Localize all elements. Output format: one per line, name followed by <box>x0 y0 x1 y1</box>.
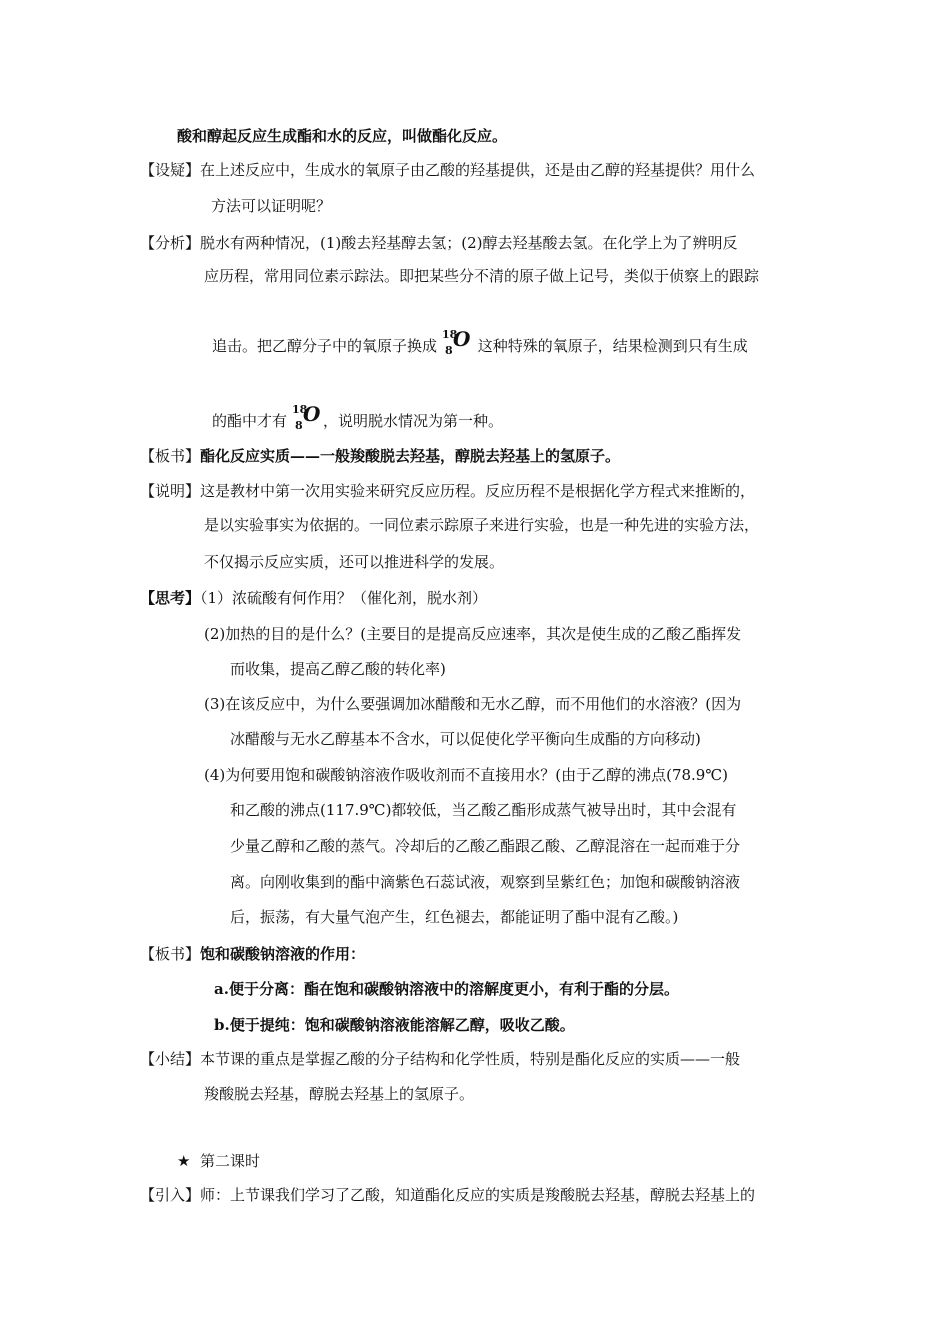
text-line: 【思考】（1）浓硫酸有何作用？（催化剂，脱水剂） <box>140 589 488 607</box>
text-line: 【设疑】在上述反应中，生成水的氧原子由乙酸的羟基提供，还是由乙醇的羟基提供？用什么 <box>140 161 756 179</box>
text-line: 【引入】师：上节课我们学习了乙酸，知道酯化反应的实质是羧酸脱去羟基，醇脱去羟基上的 <box>140 1186 756 1204</box>
text-line: b.便于提纯：饱和碳酸钠溶液能溶解乙醇，吸收乙酸。 <box>214 1016 575 1034</box>
text-line: 方法可以证明呢？ <box>211 197 332 215</box>
text-line: (4)为何要用饱和碳酸钠溶液作吸收剂而不直接用水？(由于乙醇的沸点(78.9℃) <box>204 766 728 784</box>
text-line: a.便于分离：酯在饱和碳酸钠溶液中的溶解度更小，有利于酯的分层。 <box>214 980 679 998</box>
text-line: 追击。把乙醇分子中的氧原子换成 18 8 O 这种特殊的氧原子，结果检测到只有生成 <box>212 327 748 357</box>
text-line: 的酯中才有 18 8 O ，说明脱水情况为第一种。 <box>212 402 504 432</box>
text-line: 【说明】这是教材中第一次用实验来研究反应历程。反应历程不是根据化学方程式来推断的， <box>140 482 756 500</box>
text-line: 后，振荡，有大量气泡产生，红色褪去，都能证明了酯中混有乙酸。) <box>230 908 679 926</box>
text-line: 离。向刚收集到的酯中滴紫色石蕊试液，观察到呈紫红色；加饱和碳酸钠溶液 <box>230 873 741 891</box>
text-line: 不仅揭示反应实质，还可以推进科学的发展。 <box>204 553 505 571</box>
text-line: 【小结】本节课的重点是掌握乙酸的分子结构和化学性质，特别是酯化反应的实质——一般 <box>140 1050 741 1068</box>
section-heading: ★ 第二课时 <box>177 1152 261 1170</box>
text-line: 应历程，常用同位素示踪法。即把某些分不清的原子做上记号，类似于侦察上的跟踪 <box>204 267 760 285</box>
text-line: 羧酸脱去羟基，醇脱去羟基上的氢原子。 <box>204 1085 475 1103</box>
text-line: 酸和醇起反应生成酯和水的反应，叫做酯化反应。 <box>177 127 508 145</box>
star-icon: ★ <box>177 1152 191 1170</box>
text-line: (2)加热的目的是什么？(主要目的是提高反应速率，其次是使生成的乙酸乙酯挥发 <box>204 625 742 643</box>
text-line: (3)在该反应中，为什么要强调加冰醋酸和无水乙醇，而不用他们的水溶液？(因为 <box>204 695 742 713</box>
text-line: 少量乙醇和乙酸的蒸气。冷却后的乙酸乙酯跟乙酸、乙醇混溶在一起而难于分 <box>230 837 741 855</box>
text-line: 和乙酸的沸点(117.9℃)都较低，当乙酸乙酯形成蒸气被导出时，其中会混有 <box>230 801 737 819</box>
text-line: 冰醋酸与无水乙醇基本不含水，可以促使化学平衡向生成酯的方向移动) <box>230 730 701 748</box>
isotope-o18-symbol: 18 8 O <box>292 402 321 432</box>
text-line: 【分析】脱水有两种情况，(1)酸去羟基醇去氢；(2)醇去羟基酸去氢。在化学上为了辨明反 <box>140 234 738 252</box>
text-line: 【板书】饱和碳酸钠溶液的作用： <box>140 945 366 963</box>
text-line: 而收集，提高乙醇乙酸的转化率) <box>230 660 446 678</box>
isotope-o18-symbol: 18 8 O <box>442 327 471 357</box>
text-line: 【板书】酯化反应实质——一般羧酸脱去羟基，醇脱去羟基上的氢原子。 <box>140 447 621 465</box>
text-line: 是以实验事实为依据的。一同位素示踪原子来进行实验，也是一种先进的实验方法， <box>204 516 760 534</box>
